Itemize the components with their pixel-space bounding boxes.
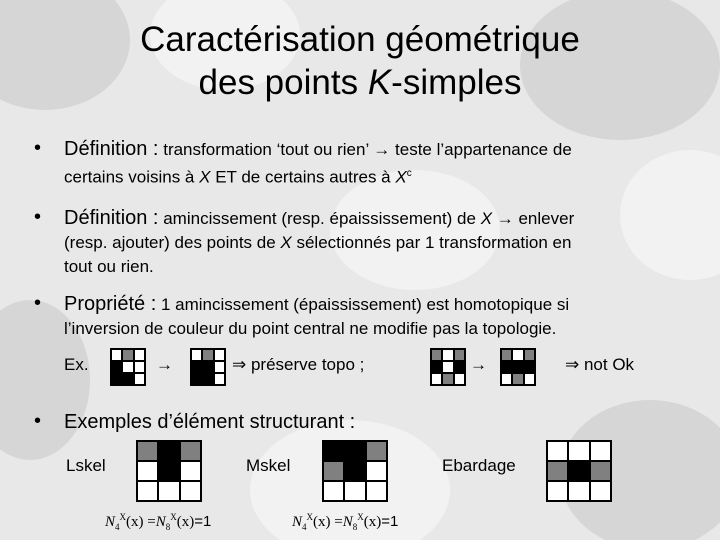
example-grid-1 [110, 348, 146, 386]
example-arrow-2: → [470, 355, 487, 374]
lskel-grid [136, 440, 202, 502]
bullet-2-symbol: • [34, 206, 42, 228]
example-notok-text: ⇒ not Ok [565, 355, 635, 374]
structuring-heading: Exemples d’élément structurant : [64, 411, 356, 433]
bullet-1-text: Définition : transformation ‘tout ou rien’ → teste l’appartenance de certains voisins à X ET de certains autres à $X^c$ [64, 138, 572, 187]
slide-title: Caractérisation géométrique des points K-simples [140, 20, 580, 102]
mskel-formula: $N_4^X(x) =N_8^X(x)=1$ [292, 512, 399, 532]
example-label: Ex. [64, 355, 89, 374]
example-grid-4 [500, 348, 536, 386]
mskel-grid [322, 440, 388, 502]
lskel-label: Lskel [66, 456, 106, 475]
bullet-1-symbol: • [34, 137, 42, 159]
ebardage-grid [546, 440, 612, 502]
bullet-3-text: Propriété : 1 amincissement (épaississement) est homotopique si l’inversion de couleur du point central ne modifie pas la topologie. [64, 293, 570, 338]
ebardage-label: Ebardage [442, 456, 516, 475]
lskel-formula: $N_4^X(x) =N_8^X(x)=1$ [105, 512, 212, 532]
example-arrow-1: → [156, 355, 173, 374]
example-grid-2 [190, 348, 226, 386]
mskel-label: Mskel [246, 456, 291, 475]
example-preserve-text: ⇒ préserve topo ; [232, 355, 365, 374]
example-grid-3 [430, 348, 466, 386]
bullet-3-symbol: • [34, 292, 42, 314]
bullet-4-symbol: • [34, 410, 42, 432]
bullet-2-text: Définition : amincissement (resp. épaississement) de X → enlever (resp. ajouter) des points de X sélectionnés par 1 transformation en tout ou rien. [64, 207, 575, 276]
